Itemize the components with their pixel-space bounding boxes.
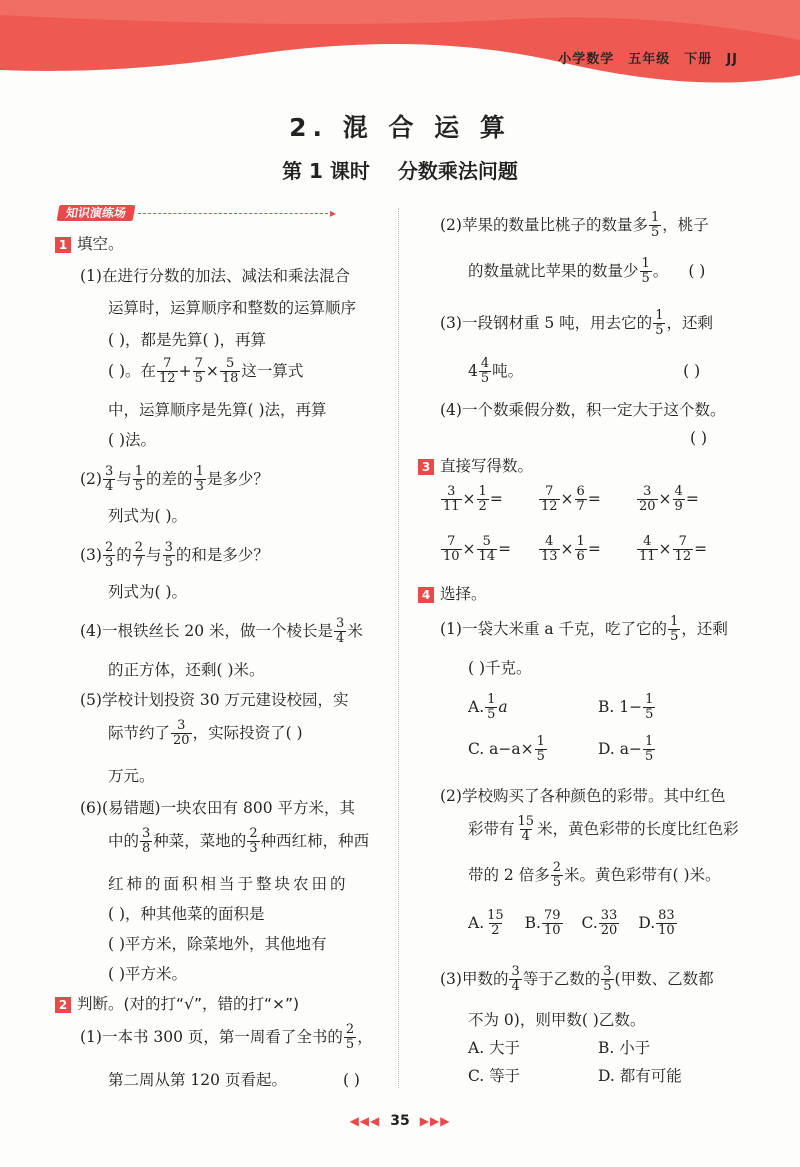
j1-line2: 第二周从第 120 页看起。 ( ) (108, 1071, 360, 1089)
fraction: $\frac{3}{5}$ (603, 964, 612, 995)
q6-line2: 中的 $\frac{3}{8}$ 种菜，菜地的 $\frac{2}{3}$ 种西红柿，种西 (108, 826, 370, 857)
fraction: $\frac{7}{12}$ (541, 484, 558, 515)
j1-blank: ( ) (342, 1071, 360, 1089)
fraction: $\frac{7}{10}$ (443, 534, 460, 565)
fraction: $\frac{3}{4}$ (336, 616, 345, 647)
lesson-number: 第 1 课时 (282, 159, 370, 183)
q6-line3: 红柿的面积相当于整块农田的 (108, 875, 349, 893)
q1-line1: (1)在进行分数的加法、减法和乘法混合 (80, 267, 350, 285)
j4-line1: (4)一个数乘假分数，积一定大于这个数。 (440, 401, 726, 419)
fraction: $\frac{3}{4}$ (511, 964, 520, 995)
c1-option-d: D. a− $\frac{1}{5}$ (598, 734, 654, 765)
q4-line2: 的正方体，还剩( )米。 (108, 661, 265, 679)
page-footer (0, 1110, 800, 1129)
section-4-heading: 4 选择。 (418, 587, 487, 603)
fraction: $\frac{1}{5}$ (650, 210, 660, 241)
lesson-title (0, 155, 800, 184)
c1-option-b: B. 1− $\frac{1}{5}$ (598, 692, 654, 723)
q6-line4: ( )，种其他菜的面积是 (108, 905, 265, 923)
c2-options: A. $\frac{15}{2}$ B. $\frac{79}{10}$ C. $\frac{33}{20}$ D. $\frac{83}{10}$ (468, 908, 675, 939)
c2-line3: 带的 2 倍多 $\frac{2}{5}$ 米。黄色彩带有( )米。 (468, 860, 721, 891)
q1-line3: ( )，都是先算( )，再算 (108, 331, 267, 349)
fraction: $\frac{4}{13}$ (541, 534, 558, 565)
c1-option-c: C. a−a× $\frac{1}{5}$ (468, 734, 545, 765)
c3-option-c: C. 等于 (468, 1067, 521, 1085)
q1-line6: ( )法。 (108, 431, 157, 449)
calc-item: $\frac{3}{20}$ × $\frac{4}{9}$ = (639, 484, 699, 515)
q6-line6: ( )平方米。 (108, 965, 188, 983)
fraction: $\frac{1}{5}$ (536, 734, 545, 765)
q6-line5: ( )平方米，除菜地外，其他地有 (108, 935, 327, 953)
header-edition: JJ (726, 52, 738, 67)
section-2-heading: 2 判断。(对的打“√”，错的打“×”) (55, 997, 299, 1013)
fraction: $\frac{7}{12}$ (674, 534, 692, 565)
fraction: $\frac{83}{10}$ (658, 908, 675, 939)
fraction: $\frac{1}{5}$ (645, 692, 654, 723)
footer-left-arrows: ◀◀◀ (349, 1114, 381, 1128)
fraction: $\frac{1}{5}$ (670, 614, 679, 645)
c1-line2: ( )千克。 (468, 659, 532, 677)
section-tag-label: 知识演练场 (57, 205, 136, 221)
header-grade: 五年级 (628, 52, 671, 67)
section-1-heading: 1 填空。 (55, 237, 124, 253)
fraction: $\frac{5}{18}$ (221, 356, 239, 387)
fraction: $\frac{1}{5}$ (134, 464, 144, 495)
fraction: $\frac{1}{5}$ (487, 692, 496, 723)
fraction: $\frac{2}{5}$ (345, 1022, 355, 1053)
q1-line5: 中，运算顺序是先算( )法，再算 (108, 401, 327, 419)
fraction: $\frac{3}{20}$ (173, 718, 190, 749)
c1-line1: (1)一袋大米重 a 千克，吃了它的 $\frac{1}{5}$ ，还剩 (440, 614, 728, 645)
c2-line1: (2)学校购买了各种颜色的彩带。其中红色 (440, 787, 726, 805)
calc-item: $\frac{4}{11}$ × $\frac{7}{12}$ = (639, 534, 708, 565)
fraction: $\frac{4}{5}$ (480, 356, 490, 387)
fraction: $\frac{79}{10}$ (544, 908, 561, 939)
fraction: $\frac{15}{4}$ (517, 814, 535, 845)
q5-line3: 万元。 (108, 767, 155, 785)
fraction: $\frac{3}{4}$ (104, 464, 114, 495)
fraction: $\frac{4}{9}$ (674, 484, 683, 515)
fraction: $\frac{1}{6}$ (576, 534, 585, 565)
fraction: $\frac{1}{5}$ (655, 308, 664, 339)
calc-item: $\frac{7}{10}$ × $\frac{5}{14}$ = (443, 534, 512, 565)
fraction: $\frac{33}{20}$ (600, 908, 618, 939)
j3-line1: (3)一段钢材重 5 吨，用去它的 $\frac{1}{5}$ ，还剩 (440, 308, 713, 339)
calc-item: $\frac{7}{12}$ × $\frac{6}{7}$ = (541, 484, 601, 515)
j1-line1: (1)一本书 300 页，第一周看了全书的 $\frac{2}{5}$ ， (80, 1022, 373, 1053)
page-number: 35 (390, 1113, 410, 1129)
fraction: $\frac{4}{11}$ (639, 534, 656, 565)
q2-line1: (2) $\frac{3}{4}$ 与 $\frac{1}{5}$ 的差的 $\frac{1}{3}$ 是多少？ (80, 464, 269, 495)
header-volume: 下册 (684, 52, 713, 67)
fraction: $\frac{3}{5}$ (164, 540, 173, 571)
c3-option-d: D. 都有可能 (598, 1067, 682, 1085)
calc-item: $\frac{4}{13}$ × $\frac{1}{6}$ = (541, 534, 601, 565)
c3-option-b: B. 小于 (598, 1039, 651, 1057)
fraction: $\frac{3}{20}$ (639, 484, 656, 515)
j4-blank: ( ) (690, 429, 708, 447)
footer-right-arrows: ▶▶▶ (419, 1114, 451, 1128)
lesson-name: 分数乘法问题 (397, 159, 518, 183)
c3-line2: 不为 0)，则甲数( )乙数。 (468, 1011, 646, 1029)
j2-line1: (2)苹果的数量比桃子的数量多 $\frac{1}{5}$ ，桃子 (440, 210, 709, 241)
header-subject: 小学数学 (558, 52, 615, 67)
c2-line2: 彩带有 $\frac{15}{4}$ 米，黄色彩带的长度比红色彩 (468, 814, 739, 845)
c3-line1: (3)甲数的 $\frac{3}{4}$ 等于乙数的 $\frac{3}{5}$ (甲数、乙数都 (440, 964, 714, 995)
q6-line1: (6)(易错题)一块农田有 800 平方米，其 (80, 799, 355, 817)
q2-answer: 列式为( )。 (108, 507, 188, 525)
column-divider (398, 208, 399, 1088)
fraction: $\frac{1}{5}$ (644, 734, 654, 765)
fraction: $\frac{2}{3}$ (104, 540, 114, 571)
fraction: $\frac{1}{2}$ (478, 484, 487, 515)
q1-line2: 运算时，运算顺序和整数的运算顺序 (108, 299, 357, 317)
c1-option-a: A. $\frac{1}{5}$ a (468, 692, 508, 723)
q3-answer: 列式为( )。 (108, 583, 188, 601)
fraction: $\frac{2}{5}$ (552, 860, 561, 891)
j2-line2: 的数量就比苹果的数量少 $\frac{1}{5}$ 。 ( ) (468, 256, 706, 287)
fraction: $\frac{7}{12}$ (159, 356, 176, 387)
fraction: $\frac{3}{11}$ (443, 484, 460, 515)
q5-line1: (5)学校计划投资 30 万元建设校园，实 (80, 691, 349, 709)
fraction: $\frac{6}{7}$ (576, 484, 585, 515)
chapter-title: 2. 混 合 运 算 (289, 113, 511, 142)
fraction: $\frac{1}{5}$ (641, 256, 650, 287)
fraction: $\frac{2}{3}$ (249, 826, 258, 857)
fraction: $\frac{3}{8}$ (142, 826, 151, 857)
calc-item: $\frac{3}{11}$ × $\frac{1}{2}$ = (443, 484, 503, 515)
q1-line4: ( )。在 $\frac{7}{12}$ + $\frac{7}{5}$ × $\frac{5}{18}$ 这一算式 (108, 356, 304, 387)
c3-option-a: A. 大于 (468, 1039, 521, 1057)
section-3-heading: 3 直接写得数。 (418, 459, 533, 475)
q3-line1: (3) $\frac{2}{3}$ 的 $\frac{2}{7}$ 与 $\frac{3}{5}$ 的和是多少？ (80, 540, 269, 571)
fraction: $\frac{1}{3}$ (195, 464, 204, 495)
fraction: $\frac{7}{5}$ (194, 356, 203, 387)
q4-line1: (4)一根铁丝长 20 米，做一个棱长是 $\frac{3}{4}$ 米 (80, 616, 363, 647)
j3-line2: 4 $\frac{4}{5}$ 吨。 ( ) (468, 356, 701, 387)
fraction: $\frac{15}{2}$ (487, 908, 504, 939)
section-tag: 知识演练场 ▸ (58, 205, 336, 221)
header-info (544, 48, 738, 67)
fraction: $\frac{5}{14}$ (478, 534, 496, 565)
fraction: $\frac{2}{7}$ (134, 540, 144, 571)
q5-line2: 际节约了 $\frac{3}{20}$ ，实际投资了( ) (108, 718, 303, 749)
